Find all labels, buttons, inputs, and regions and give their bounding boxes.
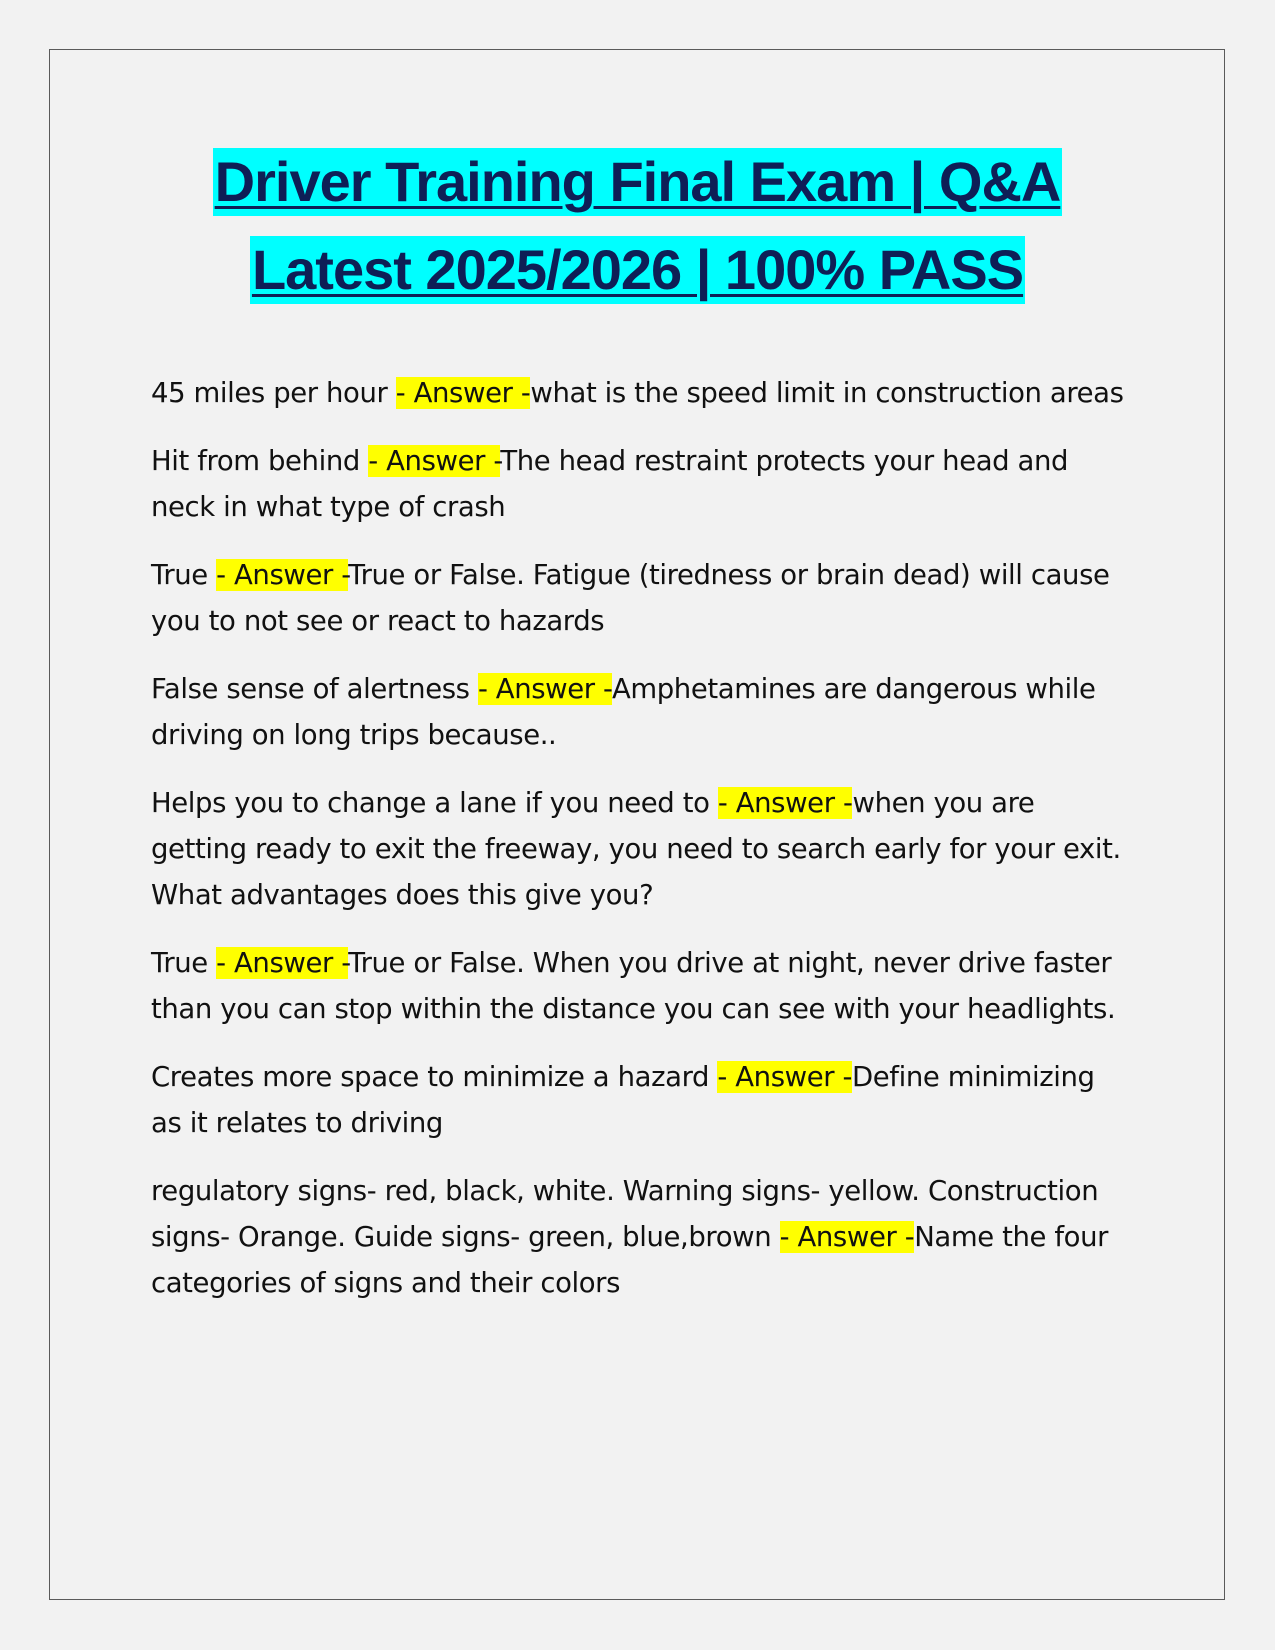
- qa-question: Name the four categories of signs and their colors: [151, 1221, 1109, 1299]
- qa-answer: Hit from behind: [151, 445, 369, 477]
- qa-item: [151, 666, 1131, 758]
- answer-separator: - Answer -: [368, 445, 501, 477]
- qa-item: [151, 1168, 1131, 1306]
- answer-separator: - Answer -: [395, 377, 531, 409]
- qa-answer: True: [151, 947, 217, 979]
- answer-separator: - Answer -: [779, 1221, 915, 1253]
- qa-answer: regulatory signs- red, black, white. Warning signs- yellow. Construction signs- Orange. Guide signs- green, blue,brown: [151, 1175, 1099, 1253]
- answer-separator: - Answer -: [216, 559, 349, 591]
- qa-question: what is the speed limit in construction areas: [530, 377, 1124, 409]
- answer-separator: - Answer -: [717, 787, 853, 819]
- answer-separator: - Answer -: [717, 1061, 853, 1093]
- qa-question: Amphetamines are dangerous while driving on long trips because..: [151, 673, 1096, 751]
- qa-item: [151, 438, 1131, 530]
- title-line-2: Latest 2025/2026 | 100% PASS: [250, 236, 1025, 304]
- qa-answer: False sense of alertness: [151, 673, 478, 705]
- qa-answer: Creates more space to minimize a hazard: [151, 1061, 718, 1093]
- qa-question: True or False. When you drive at night, never drive faster than you can stop within the distance you can see with your headlights.: [151, 947, 1116, 1025]
- qa-item: [151, 780, 1131, 918]
- qa-question: The head restraint protects your head and neck in what type of crash: [151, 445, 1069, 523]
- qa-question: when you are getting ready to exit the freeway, you need to search early for your exit. What advantages does this give you?: [151, 787, 1121, 911]
- qa-question: Define minimizing as it relates to driving: [151, 1061, 1095, 1139]
- qa-item: [151, 1054, 1131, 1146]
- qa-question: True or False. Fatigue (tiredness or brain dead) will cause you to not see or react to hazards: [151, 559, 1110, 637]
- qa-item: [151, 552, 1131, 644]
- document-title: [0, 148, 1275, 324]
- title-line-1: Driver Training Final Exam | Q&A: [213, 148, 1063, 216]
- answer-separator: - Answer -: [216, 947, 349, 979]
- answer-separator: - Answer -: [477, 673, 612, 705]
- qa-answer: True: [151, 559, 217, 591]
- qa-answer: Helps you to change a lane if you need to: [151, 787, 718, 819]
- qa-answer: 45 miles per hour: [151, 377, 396, 409]
- qa-item: [151, 940, 1131, 1032]
- qa-item: [151, 370, 1131, 416]
- qa-list: [151, 370, 1131, 1328]
